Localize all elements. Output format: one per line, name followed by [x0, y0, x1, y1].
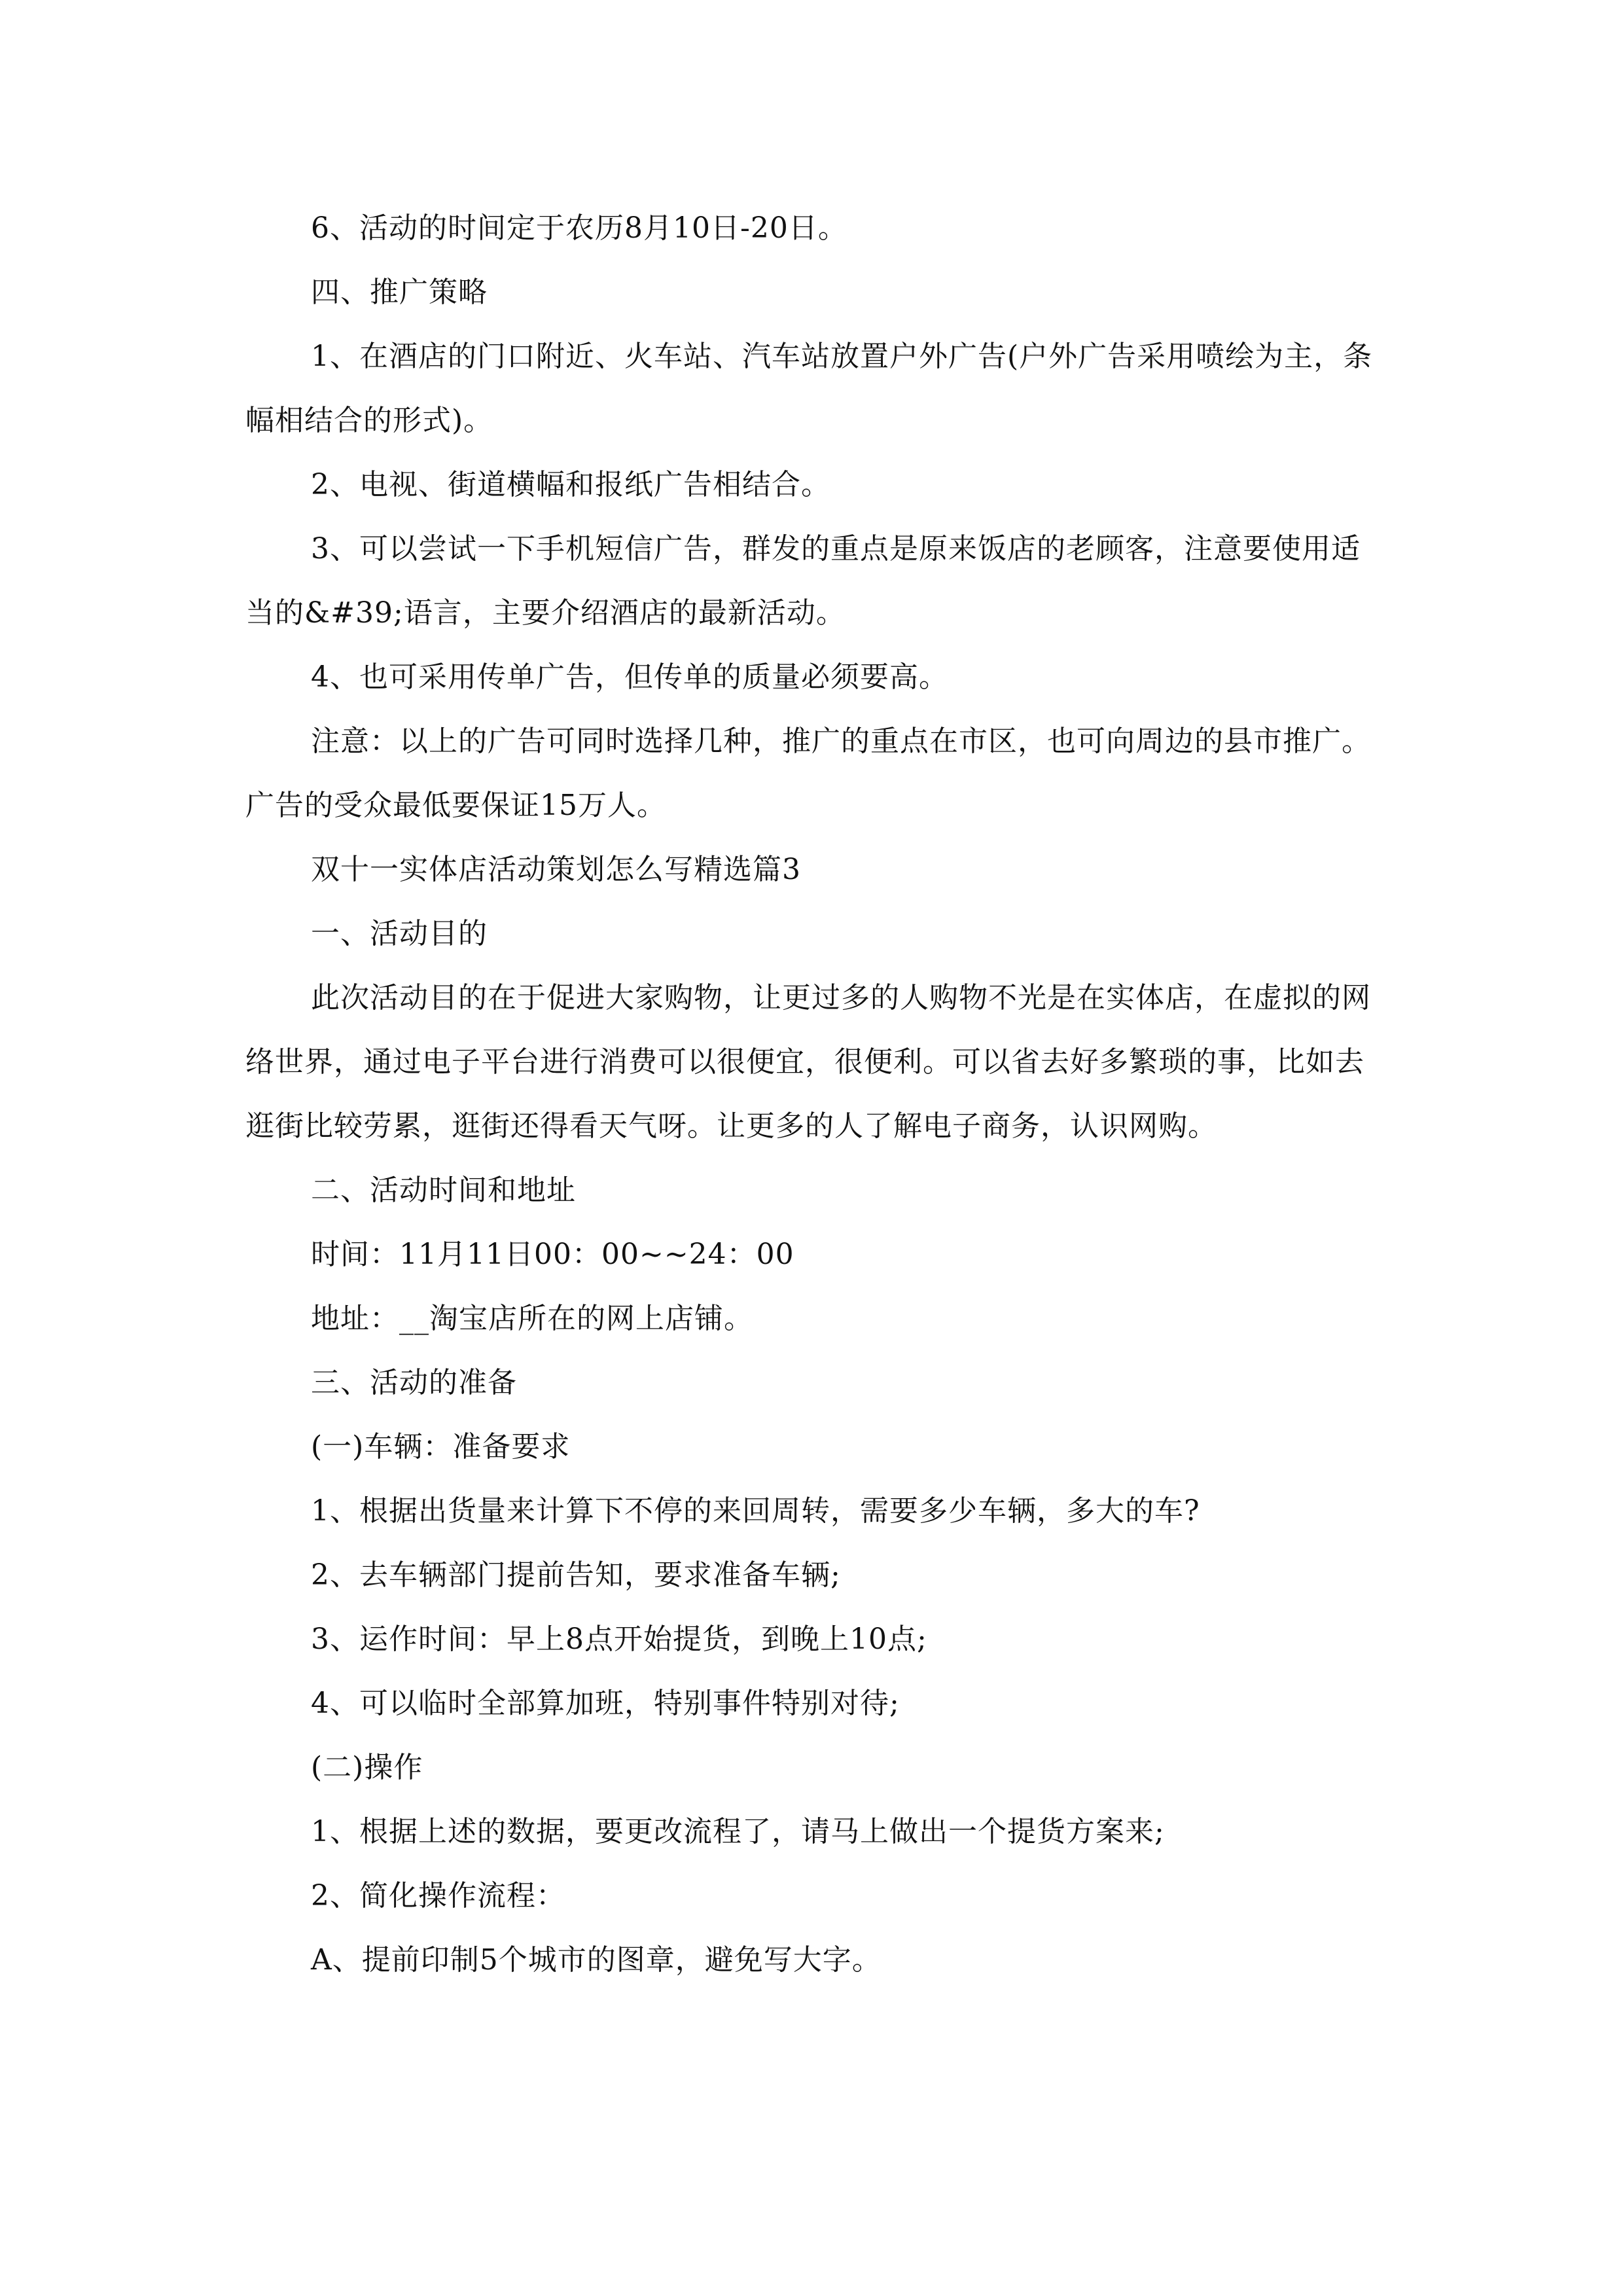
paragraph-sms-ads: 3、可以尝试一下手机短信广告，群发的重点是原来饭店的老顾客，注意要使用适当的&#39;语言，主要介绍酒店的最新活动。 [245, 532, 1361, 630]
list-item-overtime: 4、可以临时全部算加班，特别事件特别对待; [311, 1687, 900, 1720]
subheading-vehicles: (一)车辆：准备要求 [311, 1430, 571, 1463]
paragraph-outdoor-ads: 1、在酒店的门口附近、火车站、汽车站放置户外广告(户外广告采用喷绘为主，条幅相结合的形式)。 [245, 340, 1373, 437]
paragraph-activity-purpose: 此次活动目的在于促进大家购物，让更过多的人购物不光是在实体店，在虚拟的网络世界，通过电子平台进行消费可以很便宜，很便利。可以省去好多繁琐的事，比如去逛街比较劳累，逛街还得看天气呀。让更多的人了解电子商务，认识网购。 [245, 981, 1371, 1143]
section-title-article-3: 双十一实体店活动策划怎么写精选篇3 [311, 853, 801, 886]
paragraph-activity-time-lunar: 6、活动的时间定于农历8月10日-20日。 [311, 211, 847, 245]
list-item-print-stamps: A、提前印制5个城市的图章，避免写大字。 [311, 1943, 882, 1977]
heading-time-and-address: 二、活动时间和地址 [311, 1174, 576, 1207]
list-item-operation-hours: 3、运作时间：早上8点开始提货，到晚上10点; [311, 1623, 927, 1656]
heading-preparation: 三、活动的准备 [311, 1366, 517, 1399]
subheading-operation: (二)操作 [311, 1751, 423, 1784]
paragraph-time: 时间：11月11日00：00~~24：00 [311, 1238, 794, 1271]
paragraph-tv-banner-newspaper: 2、电视、街道横幅和报纸广告相结合。 [311, 468, 830, 501]
list-item-vehicle-notice: 2、去车辆部门提前告知，要求准备车辆; [311, 1558, 841, 1592]
paragraph-address: 地址：__淘宝店所在的网上店铺。 [311, 1302, 753, 1335]
paragraph-flyer-ads: 4、也可采用传单广告，但传单的质量必须要高。 [311, 660, 948, 694]
document-body [245, 196, 1381, 1992]
list-item-vehicle-count: 1、根据出货量来计算下不停的来回周转，需要多少车辆，多大的车? [311, 1494, 1200, 1528]
heading-activity-purpose: 一、活动目的 [311, 917, 488, 950]
list-item-simplify-process: 2、简化操作流程： [311, 1879, 565, 1912]
heading-promotion-strategy: 四、推广策略 [311, 276, 488, 309]
list-item-pickup-plan: 1、根据上述的数据，要更改流程了，请马上做出一个提货方案来; [311, 1815, 1165, 1848]
paragraph-ads-note: 注意：以上的广告可同时选择几种，推广的重点在市区，也可向周边的县市推广。广告的受众最低要保证15万人。 [245, 725, 1371, 822]
